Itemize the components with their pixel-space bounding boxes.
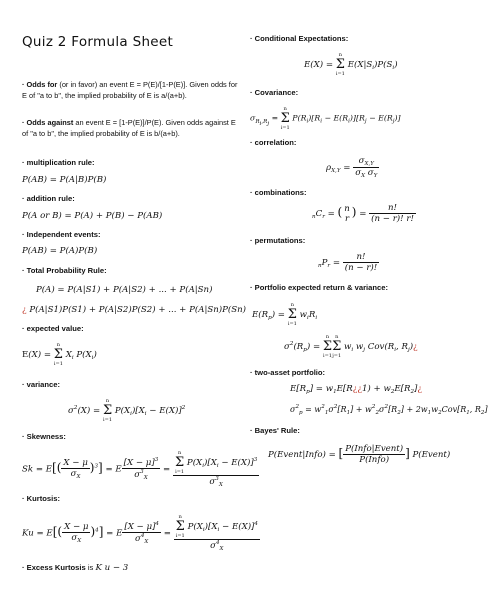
odds-for-label: · Odds for (22, 80, 58, 89)
independent-events-formula: P(AB) = P(A)P(B) (22, 246, 98, 256)
odds-against-paragraph (22, 118, 244, 139)
portfolio-label: · Portfolio expected return & variance: (250, 283, 388, 292)
two-asset-portfolio-label: · two-asset portfolio: (250, 368, 326, 377)
kurtosis-formula: Ku = E[( $\frac{X - \mu}{\sigma_X}$ )$^4$] = E $\frac{[X - \mu]^4}{\sigma^4_X}$ = n Σ i=1 $P(X_i)[X_i - E(X)]^4$ $\sigma^4_X$ (22, 514, 258, 552)
total-probability-red-mark: ¿ (22, 305, 27, 315)
expected-value-formula: E(X) = n Σ i=1 $X_i$ $P(X_i)$ (22, 342, 97, 367)
two-asset-return-formula: $E[R_p]$ = $w_1E[R¿¿1)$ + $w_2E[R_2]¿$ (290, 384, 423, 395)
total-probability-formula-1: P(A) = P(A|S1) + P(A|S2) + ... + P(A|Sn) (36, 285, 213, 295)
multiplication-rule-formula: P(AB) = P(A|B)P(B) (22, 175, 107, 185)
odds-for-text: (or in favor) an event E = P(E)/[1-P(E)]. Given odds for E of "a to b", the implied probability of E is a/(a+b). (22, 80, 238, 100)
total-probability-formula-2: ¿ P(A|S1)P(S1) + P(A|S2)P(S2) + ... + P(A|Sn)P(Sn) (22, 305, 247, 315)
bayes-rule-label: · Bayes' Rule: (250, 426, 300, 435)
permutations-label: · permutations: (250, 236, 306, 245)
combinations-formula: $_nC_r$ = ( n r ) = $\frac{n!}{(n - r)! r!}$ (312, 203, 414, 224)
independent-events-label: · Independent events: (22, 230, 101, 239)
total-probability-label: · Total Probability Rule: (22, 266, 107, 275)
portfolio-red-mark: ¿ (413, 342, 418, 352)
excess-kurtosis-formula: K u − 3 (95, 563, 129, 573)
expected-value-sum-icon: n Σ i=1 (53, 342, 63, 367)
variance-sum-icon: n Σ i=1 (102, 398, 113, 423)
odds-against-label: · Odds against (22, 118, 74, 127)
portfolio-return-formula: $E(R_p)$ = n Σ i=1 $w_iR_i$ (252, 302, 318, 327)
correlation-formula: $\rho_{X,Y}$ = $\frac{\sigma_{X,Y}}{\sigma_X \sigma_Y}$ (326, 156, 378, 179)
portfolio-variance-formula: $\sigma^2(R_p)$ = n Σ i=1 n Σ j=1 $w_i$ $w_j$ $Cov(R_i$, $R_j)¿$ (284, 334, 418, 359)
conditional-sum-icon: n Σ i=1 (335, 52, 345, 77)
skewness-label: · Skewness: (22, 432, 66, 441)
portfolio-sum-icon: n Σ i=1 (287, 302, 297, 327)
conditional-expectations-formula: E(X) = n Σ i=1 $E(X|S_i)P(S_i)$ (304, 52, 398, 77)
covariance-label: · Covariance: (250, 88, 299, 97)
combinations-label: · combinations: (250, 188, 307, 197)
variance-label: · variance: (22, 380, 60, 389)
correlation-label: · correlation: (250, 138, 297, 147)
covariance-formula: $\sigma_{Ri,Rj}$ = n Σ i=1 $P(R_i)[R_i - E(R_i)][R_j - E(R_j)]$ (250, 106, 401, 131)
kurtosis-label: · Kurtosis: (22, 494, 60, 503)
addition-rule-label: · addition rule: (22, 194, 75, 203)
variance-formula: $\sigma^2(X)$ = n Σ i=1 $P(X_i)[X_i - E(X)]^2$ (68, 398, 186, 423)
skewness-formula: Sk = E[( $\frac{X - \mu}{\sigma_X}$ )$^3$] = E $\frac{[X - \mu]^3}{\sigma^3_X}$ = n Σ i=1 $P(X_i)[X_i - E(X)]^3$ $\sigma^3_X$ (22, 450, 258, 488)
conditional-expectations-label: · Conditional Expectations: (250, 34, 349, 43)
expected-value-label: · expected value: (22, 324, 84, 333)
page-title: Quiz 2 Formula Sheet (22, 34, 174, 50)
excess-kurtosis-line: · Excess Kurtosis is K u − 3 (22, 563, 129, 573)
multiplication-rule-label: · multiplication rule: (22, 158, 95, 167)
odds-for-paragraph (22, 80, 244, 101)
odds-against-text: an event E = [1-P(E)]/P(E). Given odds against E of "a to b", the implied probability of E is b/(a+b). (22, 118, 236, 138)
excess-kurtosis-label: · Excess Kurtosis (22, 563, 86, 572)
addition-rule-formula: P(A or B) = P(A) + P(B) − P(AB) (22, 211, 163, 221)
permutations-formula: $_nP_r$ = $\frac{n!}{(n - r)!}$ (318, 252, 378, 273)
two-asset-variance-formula: $\sigma^2_p = w^2_1\sigma^2[R_1] + w^2_2\sigma^2[R_2] + 2w_1w_2Cov[R_1$, $R_2$] (290, 404, 488, 416)
covariance-sum-icon: n Σ i=1 (280, 106, 290, 131)
bayes-rule-formula: P(Event|Info) = [ $\frac{\text{P(Info|Event)}}{\text{P(Info)}}$ ] P(Event) (268, 444, 451, 465)
